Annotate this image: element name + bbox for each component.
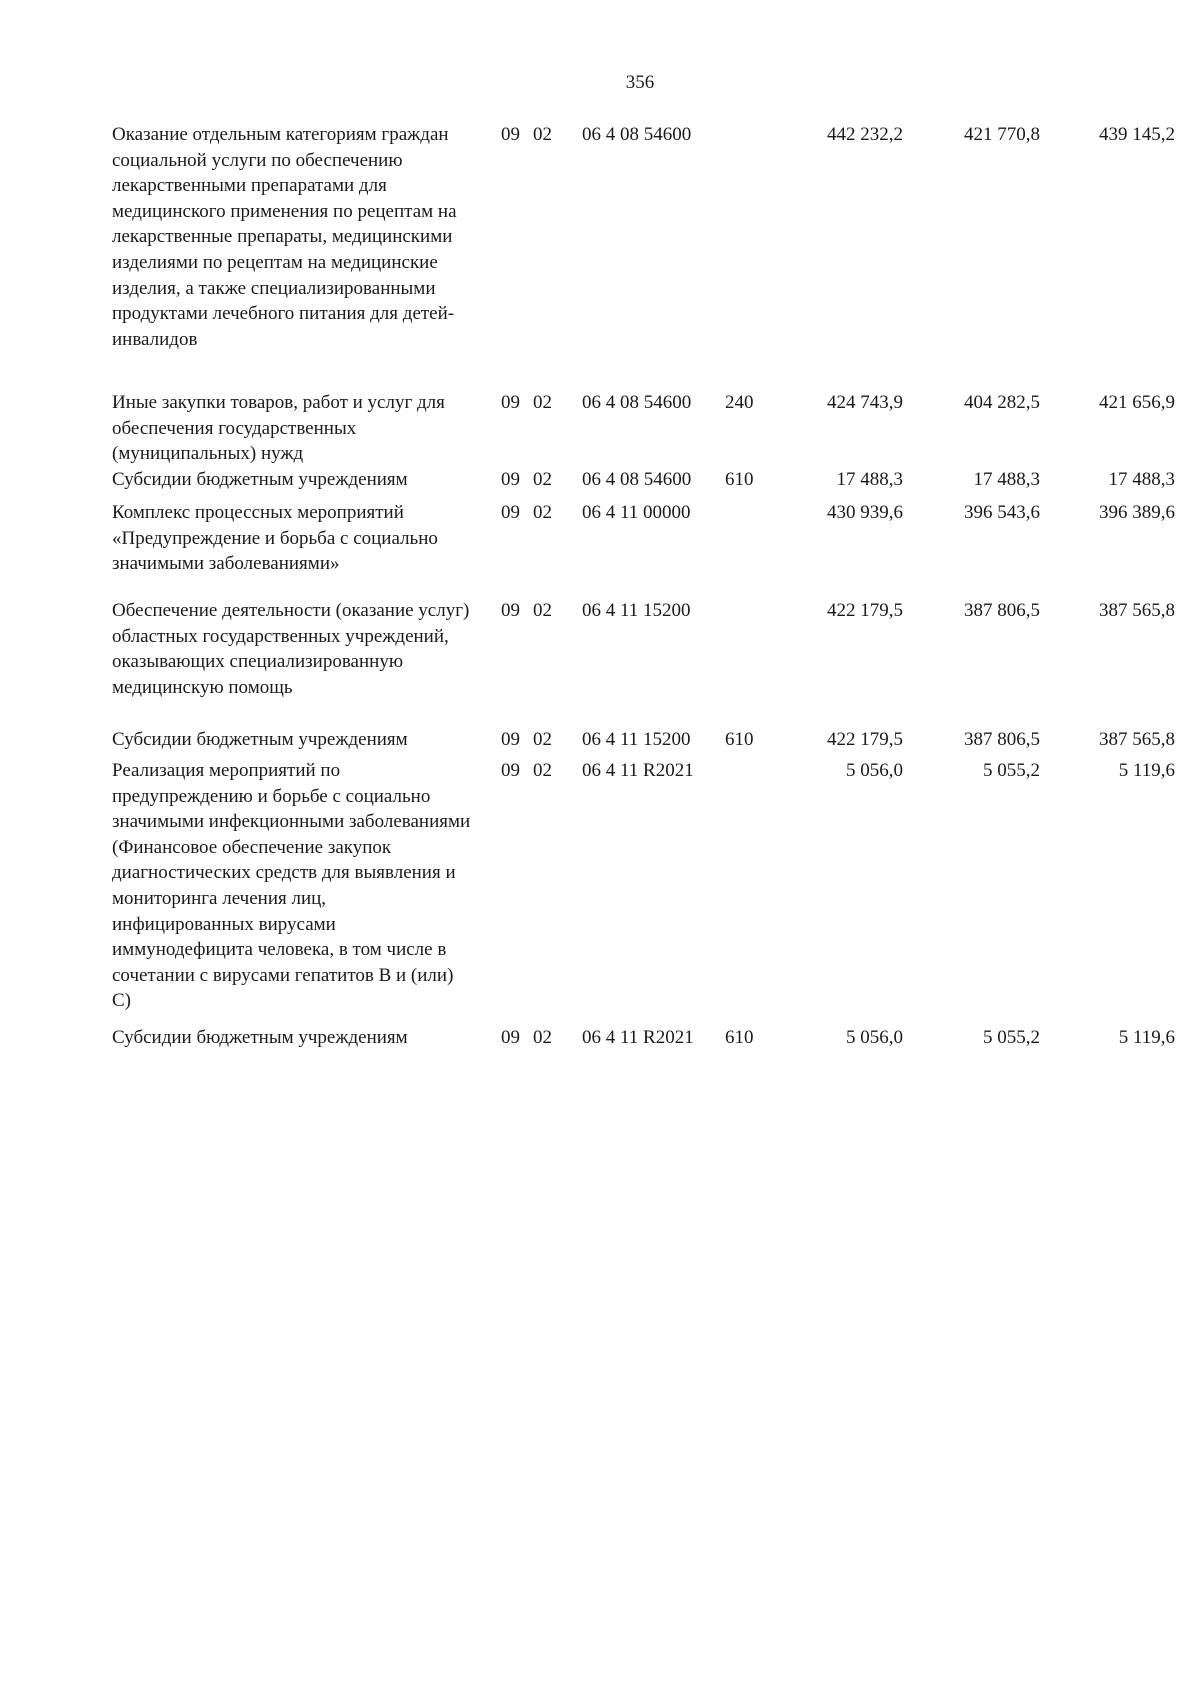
amount-year-3: 439 145,2 <box>1099 124 1175 145</box>
amount-year-2: 17 488,3 <box>973 469 1040 490</box>
amount-year-3: 5 119,6 <box>1118 760 1175 781</box>
subsection-code: 02 <box>533 729 552 750</box>
amount-year-2: 5 055,2 <box>983 1027 1040 1048</box>
amount-year-3: 387 565,8 <box>1099 600 1175 621</box>
amount-year-2: 421 770,8 <box>964 124 1040 145</box>
amount-year-3: 17 488,3 <box>1108 469 1175 490</box>
section-code: 09 <box>501 600 520 621</box>
amount-year-2: 5 055,2 <box>983 760 1040 781</box>
target-article-code: 06 4 08 54600 <box>582 124 692 145</box>
section-code: 09 <box>501 469 520 490</box>
target-article-code: 06 4 11 R2021 <box>582 1027 694 1048</box>
amount-year-3: 396 389,6 <box>1099 502 1175 523</box>
amount-year-2: 387 806,5 <box>964 600 1040 621</box>
amount-year-1: 17 488,3 <box>836 469 903 490</box>
row-description: Реализация мероприятий по предупреждению и борьбе с социально значимыми инфекционными заболеваниями (Финансовое обеспечение закупок диагностических средств для выявления и мониторинга лечения лиц, инфицированных вирусами иммунодефицита человека, в том числе в сочетании с вирусами гепатитов В и (или) С) <box>112 760 471 1012</box>
row-description: Оказание отдельным категориям граждан социальной услуги по обеспечению лекарственными препаратами для медицинского применения по рецептам на лекарственные препараты, медицинскими изделиями по рецептам на медицинские изделия, а также специализированными продуктами лечебного питания для детей-инвалидов <box>112 124 457 350</box>
amount-year-1: 430 939,6 <box>827 502 903 523</box>
section-code: 09 <box>501 502 520 523</box>
amount-year-1: 424 743,9 <box>827 392 903 413</box>
row-description: Комплекс процессных мероприятий «Предупреждение и борьба с социально значимыми заболеваниями» <box>112 502 438 575</box>
amount-year-1: 5 056,0 <box>846 760 903 781</box>
amount-year-1: 422 179,5 <box>827 729 903 750</box>
row-description: Иные закупки товаров, работ и услуг для обеспечения государственных (муниципальных) нужд <box>112 392 445 465</box>
row-description: Субсидии бюджетным учреждениям <box>112 469 408 490</box>
expense-type-code: 610 <box>725 469 754 490</box>
target-article-code: 06 4 11 00000 <box>582 502 691 523</box>
amount-year-1: 5 056,0 <box>846 1027 903 1048</box>
amount-year-3: 421 656,9 <box>1099 392 1175 413</box>
section-code: 09 <box>501 124 520 145</box>
subsection-code: 02 <box>533 1027 552 1048</box>
subsection-code: 02 <box>533 392 552 413</box>
amount-year-3: 387 565,8 <box>1099 729 1175 750</box>
target-article-code: 06 4 11 R2021 <box>582 760 694 781</box>
subsection-code: 02 <box>533 502 552 523</box>
amount-year-2: 387 806,5 <box>964 729 1040 750</box>
amount-year-2: 396 543,6 <box>964 502 1040 523</box>
subsection-code: 02 <box>533 124 552 145</box>
target-article-code: 06 4 08 54600 <box>582 469 692 490</box>
subsection-code: 02 <box>533 469 552 490</box>
section-code: 09 <box>501 1027 520 1048</box>
row-description: Субсидии бюджетным учреждениям <box>112 729 408 750</box>
target-article-code: 06 4 11 15200 <box>582 600 691 621</box>
section-code: 09 <box>501 760 520 781</box>
expense-type-code: 610 <box>725 1027 754 1048</box>
expense-type-code: 240 <box>725 392 754 413</box>
row-description: Обеспечение деятельности (оказание услуг) областных государственных учреждений, оказывающих специализированную медицинскую помощь <box>112 600 470 698</box>
target-article-code: 06 4 08 54600 <box>582 392 692 413</box>
amount-year-2: 404 282,5 <box>964 392 1040 413</box>
expense-type-code: 610 <box>725 729 754 750</box>
section-code: 09 <box>501 392 520 413</box>
amount-year-1: 422 179,5 <box>827 600 903 621</box>
amount-year-3: 5 119,6 <box>1118 1027 1175 1048</box>
section-code: 09 <box>501 729 520 750</box>
row-description: Субсидии бюджетным учреждениям <box>112 1027 408 1048</box>
subsection-code: 02 <box>533 760 552 781</box>
page-number: 356 <box>625 72 655 93</box>
amount-year-1: 442 232,2 <box>827 124 903 145</box>
subsection-code: 02 <box>533 600 552 621</box>
target-article-code: 06 4 11 15200 <box>582 729 691 750</box>
